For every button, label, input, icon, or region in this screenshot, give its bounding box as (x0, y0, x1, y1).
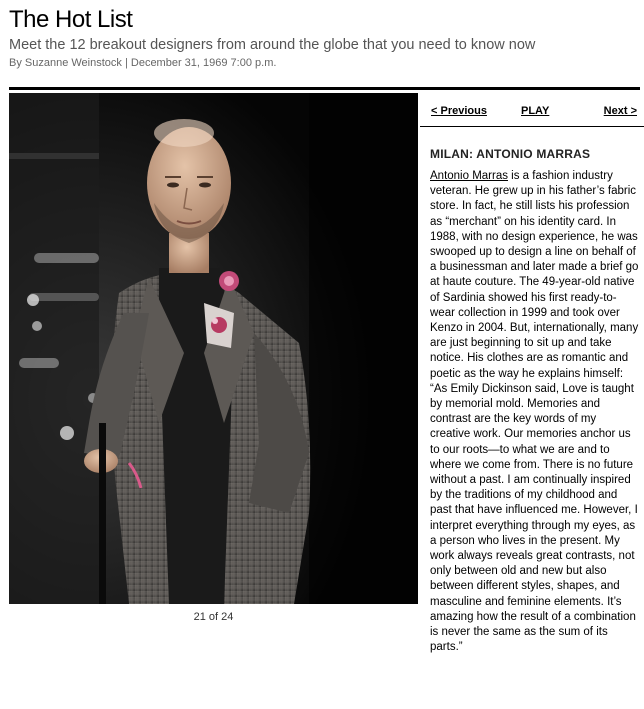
page-subtitle: Meet the 12 breakout designers from around the globe that you need to know now (9, 37, 536, 53)
caption-body (430, 169, 639, 656)
designer-name-link[interactable]: Antonio Marras (430, 170, 508, 182)
byline: By Suzanne Weinstock | December 31, 1969 7:00 p.m. (9, 57, 277, 69)
slideshow-nav (420, 95, 644, 127)
slideshow-photo[interactable] (9, 93, 418, 604)
caption-text: is a fashion industry veteran. He grew up in his father’s fabric store. In fact, he still lists his profession as “merchant” on his identity card. In 1988, with no design experience, he was swooped up to design a line on behalf of a businessman and later made a brief go at haute couture. The 49-year-old native of Sardinia showed his first ready-to-wear collection in 1999 and took over Kenzo in 2004. But, internationally, many are just beginning to sit up and take notice. His clothes are as romantic and poetic as the way he explains himself: “As Emily Dickinson said, Love is taught by memorial mold. Memories and contrast are the key words of my creative work. Our memories anchor us to our roots—to what we are and to where we come from. There is no future without a past. I am continually inspired by the traditions of my childhood and past that have influenced me. However, I interpret everything through my eyes, as a person who lives in the present. My work always reveals great contrasts, not only between old and new but also between different styles, shapes, and masculine and feminine elements. It’s amazing how the result of a combination is never the same as the sum of its parts.” (430, 170, 639, 654)
designer-portrait-image (9, 93, 418, 604)
play-link[interactable]: PLAY (521, 105, 550, 117)
next-link[interactable]: Next > (603, 105, 637, 117)
previous-link[interactable]: < Previous (431, 105, 487, 117)
nav-divider (420, 126, 644, 127)
caption-heading: MILAN: ANTONIO MARRAS (430, 147, 591, 161)
page-title: The Hot List (9, 6, 133, 33)
header-divider (9, 87, 640, 90)
slide-counter: 21 of 24 (193, 611, 234, 623)
